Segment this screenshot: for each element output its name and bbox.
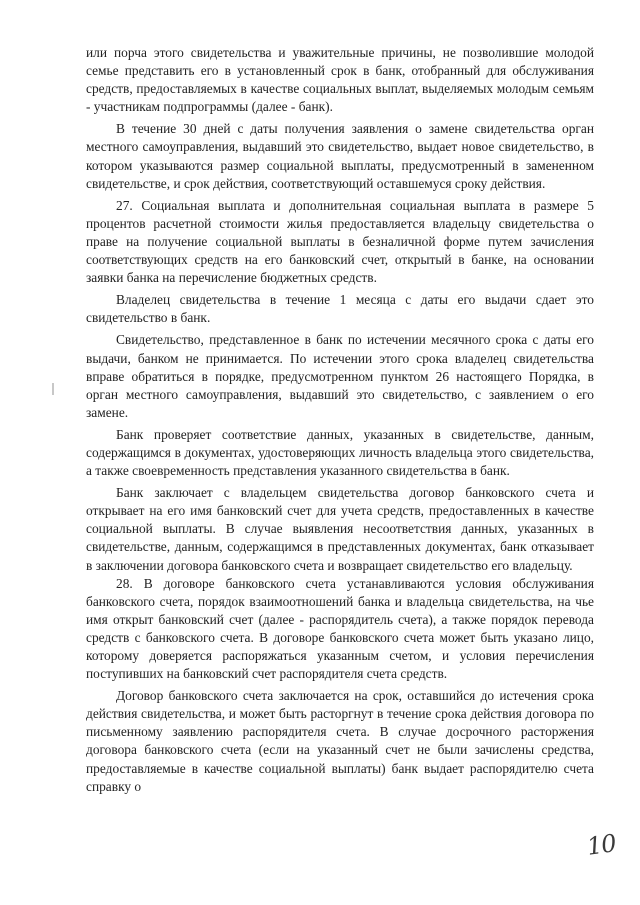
paragraph-continued: или порча этого свидетельства и уважительные причины, не позволившие молодой семье представить его в установленный срок в банк, отобранный для обслуживания средств, предоставляемых в качестве социальных выплат, выделяемых молодым семьям - участникам подпрограммы (далее - банк). [86,45,594,115]
paragraph: Свидетельство, представленное в банк по истечении месячного срока с даты его выдачи, банком не принимается. По истечении этого срока владелец свидетельства вправе обратиться в порядке, предусмотренном пунктом 26 настоящего Порядка, в орган местного самоуправления, выдавший это свидетельство, с заявлением о его замене. [86,332,594,420]
paragraph: Банк проверяет соответствие данных, указанных в свидетельстве, данным, содержащимся в документах, удостоверяющих личность владельца этого свидетельства, а также своевременность представления указанного свидетельства в банк. [86,426,594,479]
document-body [86,44,594,800]
handwritten-page-number: 10 [585,829,618,861]
scan-artifact [52,383,54,395]
paragraph: В течение 30 дней с даты получения заявления о замене свидетельства орган местного самоуправления, выдавший это свидетельство, выдает новое свидетельство, в котором указываются размер социальной выплаты, предусмотренный в замененном свидетельстве, и срок действия, соответствующий оставшемуся сроку действия. [86,121,594,191]
paragraph: Договор банковского счета заключается на срок, оставшийся до истечения срока действия свидетельства, и может быть расторгнут в течение срока действия договора по письменному заявлению распорядителя счета. В случае досрочного расторжения договора банковского счета (если на указанный счет не были зачислены средства, предоставляемые в качестве социальной выплаты) банк выдает распорядителю счета справку о [86,688,594,794]
paragraph-clause-27: 27. Социальная выплата и дополнительная социальная выплата в размере 5 процентов расчетной стоимости жилья предоставляется владельцу свидетельства о праве на получение социальной выплаты в безналичной форме путем зачисления соответствующих средств на его банковский счет, открытый в банке, на основании заявки банка на перечисление бюджетных средств. [86,197,594,286]
paragraph-clause-28: 28. В договоре банковского счета устанавливаются условия обслуживания банковского счета, порядок взаимоотношений банка и владельца свидетельства, на чье имя открыт банковский счет (далее - распорядитель счета), а также порядок перевода средств с банковского счета. В договоре банковского счета может быть указано лицо, которому доверяется распоряжаться указанным счетом, и условия перечисления поступивших на банковский счет распорядителя счета средств. [86,575,594,682]
paragraph: Банк заключает с владельцем свидетельства договор банковского счета и открывает на его имя банковский счет для учета средств, предоставленных в качестве социальной выплаты. В случае выявления несоответствия данных, указанных в свидетельстве, данным, содержащимся в представленных документах, банк отказывает в заключении договора банковского счета и возвращает свидетельство его владельцу. [86,485,594,573]
paragraph: Владелец свидетельства в течение 1 месяца с даты его выдачи сдает это свидетельство в банк. [86,292,594,326]
